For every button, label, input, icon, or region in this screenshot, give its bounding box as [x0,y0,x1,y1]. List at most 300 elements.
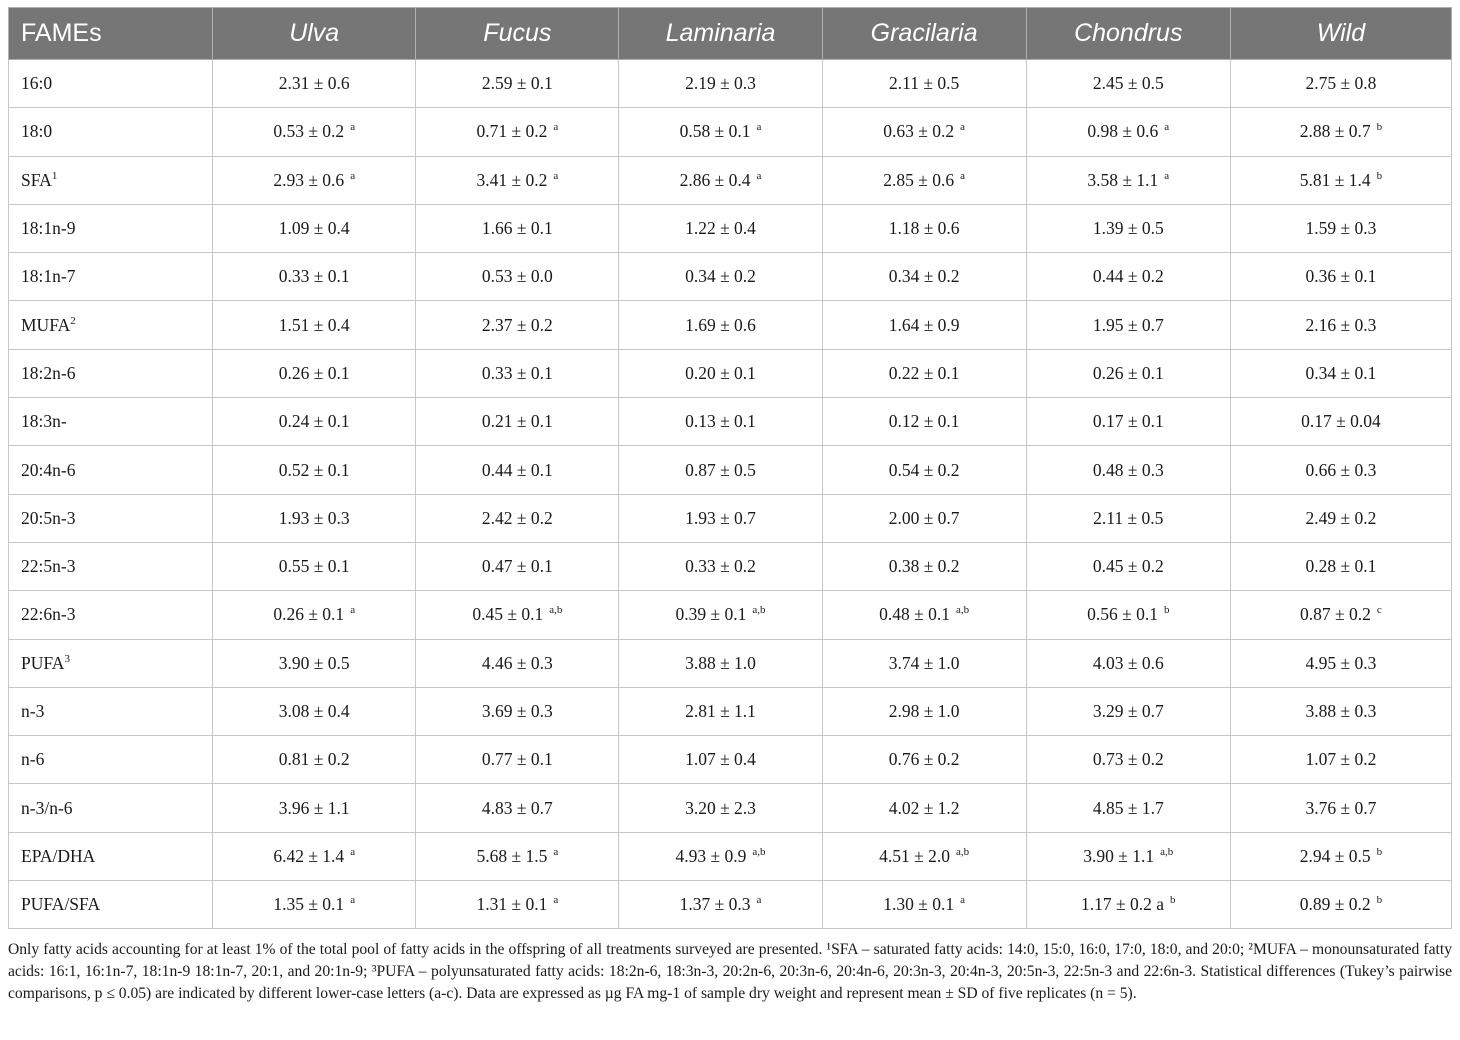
table-row [9,60,1452,108]
table-cell [1230,881,1451,929]
cell-value: 0.45 ± 0.1 [472,604,544,625]
table-cell [1230,204,1451,252]
row-label-text: 18:1n-7 [21,266,76,287]
table-cell [822,446,1026,494]
table-cell [619,398,822,446]
table-row [9,832,1452,880]
table-cell [1230,736,1451,784]
table-cell [416,832,619,880]
cell-value: 1.31 ± 0.1 [476,894,548,915]
table-row [9,253,1452,301]
table-row [9,156,1452,204]
table-cell [822,494,1026,542]
cell-value: 6.42 ± 1.4 [273,845,345,866]
cell-value: 0.34 ± 0.2 [888,266,960,287]
table-cell [822,60,1026,108]
table-cell [213,639,416,687]
cell-value: 4.95 ± 0.3 [1305,652,1377,673]
table-cell [213,204,416,252]
cell-value: 2.86 ± 0.4 [679,169,751,190]
row-label [9,301,213,349]
cell-value: 4.46 ± 0.3 [481,652,553,673]
row-label [9,156,213,204]
cell-value: 0.20 ± 0.1 [685,362,756,383]
table-cell [1026,253,1230,301]
cell-value: 5.81 ± 1.4 [1299,169,1371,190]
significance-letter: a [553,894,559,907]
significance-letter: b [1376,845,1383,858]
table-cell [619,832,822,880]
table-cell [1026,736,1230,784]
table-cell [213,784,416,832]
cell-value: 2.75 ± 0.8 [1305,73,1377,94]
cell-value: 2.98 ± 1.0 [888,701,960,721]
table-cell [1026,446,1230,494]
header-chondrus: Chondrus [1026,8,1230,60]
cell-value: 0.73 ± 0.2 [1092,749,1164,770]
cell-value: 3.69 ± 0.3 [481,701,553,721]
row-label-text: MUFA [21,314,71,335]
cell-value: 2.94 ± 0.5 [1299,845,1371,866]
row-label [9,591,213,639]
cell-value: 3.90 ± 0.5 [278,652,350,673]
significance-letter: a [553,121,559,134]
cell-value: 0.48 ± 0.3 [1092,459,1164,480]
table-cell [822,687,1026,735]
row-label [9,108,213,156]
table-cell [822,736,1026,784]
header-fucus: Fucus [416,8,619,60]
table-cell [213,736,416,784]
table-body [9,60,1452,929]
cell-value: 0.55 ± 0.1 [278,556,350,577]
table-cell [822,591,1026,639]
significance-letter: a,b [955,604,970,617]
table-cell [213,156,416,204]
significance-letter: a,b [752,604,766,617]
cell-value: 0.34 ± 0.2 [685,266,756,287]
table-cell [416,687,619,735]
cell-value: 1.18 ± 0.6 [888,218,960,239]
cell-value: 0.87 ± 0.2 [1300,604,1371,625]
table-cell [1026,881,1230,929]
significance-letter: a,b [955,845,970,858]
table-cell [822,639,1026,687]
table-row [9,542,1452,590]
row-label [9,784,213,832]
significance-letter: a [350,894,356,907]
table-cell [1230,156,1451,204]
table-cell [822,832,1026,880]
row-label [9,736,213,784]
cell-value: 2.49 ± 0.2 [1305,507,1377,528]
cell-value: 4.85 ± 1.7 [1092,797,1164,818]
cell-value: 1.93 ± 0.3 [278,507,350,528]
table-cell [619,301,822,349]
significance-letter: a [1164,169,1170,182]
cell-value: 2.11 ± 0.5 [889,73,960,94]
table-cell [213,832,416,880]
cell-value: 0.58 ± 0.1 [679,121,751,142]
table-cell [1026,60,1230,108]
table-cell [416,542,619,590]
table-cell [1026,591,1230,639]
cell-value: 2.11 ± 0.5 [1093,507,1164,528]
table-cell [822,204,1026,252]
table-cell [1026,542,1230,590]
table-cell [1026,687,1230,735]
row-label [9,253,213,301]
table-cell [1230,349,1451,397]
table-row [9,687,1452,735]
cell-value: 2.81 ± 1.1 [685,701,756,721]
table-cell [822,253,1026,301]
cell-value: 1.35 ± 0.1 [273,894,345,915]
significance-letter: a [350,845,356,858]
cell-value: 0.54 ± 0.2 [888,459,960,480]
cell-value: 1.07 ± 0.2 [1305,749,1377,770]
table-cell [822,542,1026,590]
cell-value: 4.03 ± 0.6 [1092,652,1164,673]
footnote-marker: 1 [51,169,58,182]
significance-letter: a [756,169,762,182]
table-cell [822,349,1026,397]
table-cell [1230,639,1451,687]
table-cell [416,156,619,204]
table-cell [619,494,822,542]
significance-letter: a,b [549,604,563,617]
table-cell [619,446,822,494]
significance-letter: a [756,894,762,907]
row-label [9,204,213,252]
row-label-text: PUFA/SFA [21,894,101,915]
row-label-text: 18:3n- [21,411,67,432]
cell-value: 2.45 ± 0.5 [1092,73,1164,94]
cell-value: 0.12 ± 0.1 [888,411,960,432]
table-cell [619,349,822,397]
cell-value: 4.02 ± 1.2 [888,797,960,818]
table-cell [822,301,1026,349]
table-cell [1230,687,1451,735]
cell-value: 0.87 ± 0.5 [685,459,756,480]
header-row [9,8,1452,60]
table-row [9,301,1452,349]
cell-value: 1.22 ± 0.4 [685,218,756,239]
row-label-text: 22:5n-3 [21,556,76,577]
table-cell [1230,542,1451,590]
table-row [9,639,1452,687]
significance-letter: a [1164,121,1170,134]
cell-value: 4.83 ± 0.7 [481,797,553,818]
row-label [9,881,213,929]
table-cell [213,60,416,108]
row-label [9,349,213,397]
table-cell [416,60,619,108]
cell-value: 4.93 ± 0.9 [675,845,747,866]
table-cell [1230,591,1451,639]
significance-letter: b [1376,169,1383,182]
header-gracilaria: Gracilaria [822,8,1026,60]
cell-value: 0.17 ± 0.1 [1092,411,1164,432]
cell-value: 0.22 ± 0.1 [888,362,960,383]
cell-value: 1.30 ± 0.1 [883,894,955,915]
table-cell [416,446,619,494]
row-label-text: SFA [21,169,52,190]
table-cell [1230,398,1451,446]
table-row [9,736,1452,784]
cell-value: 2.42 ± 0.2 [481,507,553,528]
fame-table [8,7,1452,929]
row-label-text: 20:4n-6 [21,459,76,480]
table-cell [213,446,416,494]
significance-letter: c [1376,604,1382,617]
significance-letter: a [960,121,965,134]
row-label [9,832,213,880]
significance-letter: a [960,894,965,907]
table-row [9,494,1452,542]
table-cell [619,108,822,156]
cell-value: 0.28 ± 0.1 [1305,556,1377,577]
table-cell [1026,349,1230,397]
row-label [9,687,213,735]
table-cell [1230,253,1451,301]
table-cell [619,253,822,301]
cell-value: 3.20 ± 2.3 [685,797,756,818]
footnote-marker: 3 [64,652,70,665]
table-row [9,881,1452,929]
significance-letter: a [553,169,559,182]
table-cell [619,542,822,590]
table-cell [213,301,416,349]
cell-value: 0.38 ± 0.2 [888,556,960,577]
cell-value: 1.64 ± 0.9 [888,314,960,335]
table-cell [213,494,416,542]
table-cell [1026,108,1230,156]
significance-letter: a [960,169,965,182]
cell-value: 1.17 ± 0.2 a [1081,894,1165,915]
table-cell [416,784,619,832]
table-cell [416,349,619,397]
cell-value: 0.45 ± 0.2 [1092,556,1164,577]
table-cell [1026,398,1230,446]
table-cell [416,494,619,542]
table-cell [1026,494,1230,542]
table-cell [416,108,619,156]
table-row [9,204,1452,252]
table-cell [1230,60,1451,108]
cell-value: 3.08 ± 0.4 [278,701,350,721]
cell-value: 0.33 ± 0.1 [481,362,553,383]
table-cell [1026,156,1230,204]
cell-value: 0.56 ± 0.1 [1087,604,1158,625]
cell-value: 0.98 ± 0.6 [1087,121,1159,142]
table-cell [1026,639,1230,687]
cell-value: 0.63 ± 0.2 [883,121,955,142]
table-cell [822,156,1026,204]
cell-value: 0.71 ± 0.2 [476,121,548,142]
table-cell [416,204,619,252]
cell-value: 2.00 ± 0.7 [888,507,960,528]
cell-value: 0.52 ± 0.1 [278,459,350,480]
cell-value: 3.41 ± 0.2 [476,169,548,190]
table-cell [416,639,619,687]
cell-value: 2.19 ± 0.3 [685,73,756,94]
table-cell [1230,446,1451,494]
table-cell [619,736,822,784]
cell-value: 1.69 ± 0.6 [685,314,756,335]
cell-value: 2.16 ± 0.3 [1305,314,1377,335]
cell-value: 2.37 ± 0.2 [481,314,553,335]
cell-value: 3.74 ± 1.0 [888,652,960,673]
cell-value: 3.58 ± 1.1 [1087,169,1159,190]
table-cell [1230,784,1451,832]
cell-value: 5.68 ± 1.5 [476,845,548,866]
cell-value: 2.88 ± 0.7 [1299,121,1371,142]
table-row [9,349,1452,397]
row-label [9,542,213,590]
cell-value: 0.77 ± 0.1 [481,749,553,770]
cell-value: 1.59 ± 0.3 [1305,218,1377,239]
cell-value: 0.89 ± 0.2 [1299,894,1371,915]
table-cell [416,398,619,446]
table-cell [1230,301,1451,349]
table-cell [1230,108,1451,156]
row-label [9,60,213,108]
table-cell [213,591,416,639]
table-cell [213,253,416,301]
row-label-text: PUFA [21,652,65,673]
significance-letter: a [350,604,356,617]
table-footnote [8,939,1452,1005]
table-cell [213,108,416,156]
cell-value: 0.76 ± 0.2 [888,749,960,770]
table-cell [416,591,619,639]
cell-value: 1.51 ± 0.4 [278,314,350,335]
row-label-text: 18:0 [21,121,53,142]
header-ulva: Ulva [213,8,416,60]
row-label-text: n-3 [21,701,45,721]
table-cell [1026,301,1230,349]
significance-letter: b [1376,121,1383,134]
table-row [9,398,1452,446]
cell-value: 1.09 ± 0.4 [278,218,350,239]
table-cell [213,881,416,929]
footnote-text: Only fatty acids accounting for at least 1% of the total pool of fatty acids in the offspring of all treatments surveyed are presented. ¹SFA – saturated fatty acids: 14:0, 15:0, 16:0, 17:0, 18:0, and 20:0; ²MUFA – monounsaturated fatty acids: 16:1, 16:1n-7, 18:1n-9 18:1n-7, 20:1, and 20:1n-9; ³PUFA – polyunsaturated fatty acids: 18:2n-6, 18:3n-3, 20:2n-6, 20:3n-6, 20:4n-6, 20:3n-3, 20:4n-3, 20:5n-3, 22:5n-3 and 22:6n-3. Statistical differences (Tukey’s pairwise comparisons, p ≤ 0.05) are indicated by different lower-case letters (a-c). Data are expressed as µg FA mg-1 of sample dry weight and represent mean ± SD of five replicates (n = 5). [8,941,1452,1002]
significance-letter: a,b [752,845,766,858]
significance-letter: b [1163,604,1170,617]
table-cell [213,542,416,590]
row-label-text: 22:6n-3 [21,604,76,625]
cell-value: 0.21 ± 0.1 [481,411,553,432]
cell-value: 0.33 ± 0.2 [685,556,756,577]
row-label-text: 18:1n-9 [21,218,76,239]
table-cell [1026,832,1230,880]
cell-value: 0.17 ± 0.04 [1301,411,1381,432]
header-wild: Wild [1230,8,1451,60]
table-cell [619,204,822,252]
row-label [9,446,213,494]
cell-value: 0.13 ± 0.1 [685,411,756,432]
cell-value: 1.95 ± 0.7 [1092,314,1164,335]
row-label-text: 20:5n-3 [21,507,76,528]
table-cell [619,60,822,108]
cell-value: 0.33 ± 0.1 [278,266,350,287]
significance-letter: a [756,121,762,134]
cell-value: 2.59 ± 0.1 [481,73,553,94]
cell-value: 2.85 ± 0.6 [883,169,955,190]
significance-letter: a,b [1160,845,1174,858]
row-label [9,639,213,687]
table-cell [416,253,619,301]
cell-value: 3.96 ± 1.1 [278,797,350,818]
cell-value: 4.51 ± 2.0 [879,845,950,866]
table-cell [213,349,416,397]
significance-letter: a [350,169,356,182]
table-cell [619,156,822,204]
row-label-text: 18:2n-6 [21,362,76,383]
table-row [9,446,1452,494]
cell-value: 3.90 ± 1.1 [1083,845,1155,866]
cell-value: 3.76 ± 0.7 [1305,797,1377,818]
row-label-text: n-6 [21,749,45,770]
table-cell [213,398,416,446]
cell-value: 1.66 ± 0.1 [481,218,553,239]
table-header [9,8,1452,60]
cell-value: 0.66 ± 0.3 [1305,459,1377,480]
cell-value: 0.26 ± 0.1 [278,362,350,383]
significance-letter: b [1170,894,1176,907]
significance-letter: b [1376,894,1383,907]
header-fames: FAMEs [9,8,213,60]
cell-value: 0.39 ± 0.1 [675,604,747,625]
table-row [9,784,1452,832]
significance-letter: a [553,845,559,858]
cell-value: 0.24 ± 0.1 [278,411,350,432]
cell-value: 1.07 ± 0.4 [685,749,756,770]
table-cell [619,687,822,735]
row-label-text: EPA/DHA [21,845,96,866]
table-cell [1230,494,1451,542]
table-cell [822,108,1026,156]
table-cell [416,881,619,929]
table-cell [213,687,416,735]
cell-value: 0.36 ± 0.1 [1305,266,1377,287]
table-cell [619,881,822,929]
cell-value: 2.31 ± 0.6 [278,73,350,94]
table-row [9,108,1452,156]
cell-value: 3.29 ± 0.7 [1092,701,1164,721]
table-cell [822,784,1026,832]
cell-value: 0.44 ± 0.2 [1092,266,1164,287]
cell-value: 1.93 ± 0.7 [685,507,756,528]
cell-value: 1.39 ± 0.5 [1092,218,1164,239]
row-label [9,494,213,542]
cell-value: 2.93 ± 0.6 [273,169,345,190]
table-cell [619,591,822,639]
cell-value: 0.34 ± 0.1 [1305,362,1377,383]
table-cell [1230,832,1451,880]
table-cell [822,881,1026,929]
row-label-text: n-3/n-6 [21,797,73,818]
cell-value: 0.53 ± 0.2 [273,121,345,142]
table-cell [1026,784,1230,832]
header-laminaria: Laminaria [619,8,822,60]
cell-value: 0.26 ± 0.1 [273,604,345,625]
table-cell [416,301,619,349]
table-cell [822,398,1026,446]
cell-value: 0.53 ± 0.0 [481,266,553,287]
table-row [9,591,1452,639]
